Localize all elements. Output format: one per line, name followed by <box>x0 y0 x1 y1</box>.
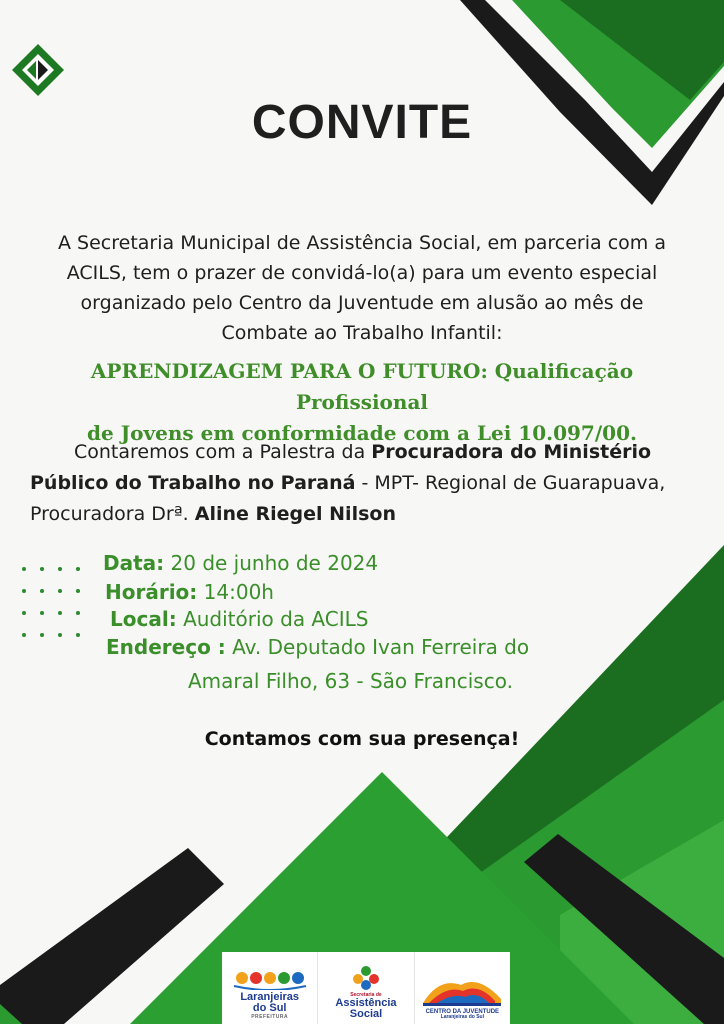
event-headline <box>22 356 702 449</box>
event-address <box>106 635 529 660</box>
headline-line: de Jovens em conformidade com a Lei 10.097/00. <box>87 421 637 445</box>
juventude-emblem-icon <box>419 973 505 1007</box>
event-time <box>105 580 274 605</box>
prefeitura-emblem-icon <box>230 968 310 990</box>
prefeitura-line3: PREFEITURA <box>251 1014 289 1020</box>
event-address-cont: Amaral Filho, 63 - São Francisco. <box>188 669 513 693</box>
time-value: 14:00h <box>203 580 274 604</box>
juventude-line1: CENTRO DA JUVENTUDE <box>425 1009 500 1015</box>
headline-line: APRENDIZAGEM PARA O FUTURO: Qualificação Profissional <box>90 359 634 414</box>
address-value-1: Av. Deputado Ivan Ferreira do <box>232 635 530 659</box>
diamond-logo-icon <box>12 44 64 96</box>
speaker-name: Aline Riegel Nilson <box>194 503 396 525</box>
lecture-paragraph <box>30 437 696 530</box>
juventude-line2: Laranjeiras do Sul <box>440 1014 484 1020</box>
page-title: CONVITE <box>251 96 473 149</box>
speaker-org-1: Procuradora do Ministério <box>371 441 652 463</box>
intro-line: A Secretaria Municipal de Assistência Social, em parceria com a <box>58 232 666 254</box>
juventude-logo <box>414 952 510 1024</box>
lecture-mid: - MPT- Regional de Guarapuava, <box>355 472 666 494</box>
intro-line: Combate ao Trabalho Infantil: <box>221 322 503 344</box>
sponsor-logos <box>222 952 510 1024</box>
assistencia-line0: Secretaria de <box>350 992 382 998</box>
place-value: Auditório da ACILS <box>183 607 369 631</box>
event-place <box>110 607 368 632</box>
place-label: Local: <box>110 607 177 631</box>
date-label: Data: <box>103 551 165 575</box>
assistencia-logo <box>317 952 413 1024</box>
prefeitura-line1: Laranjeiras <box>240 991 300 1003</box>
lecture-line-2 <box>30 468 696 499</box>
speaker-org-2: Público do Trabalho no Paraná <box>30 472 356 494</box>
intro-line: organizado pelo Centro da Juventude em alusão ao mês de <box>80 292 644 314</box>
lecture-line-1 <box>30 437 696 468</box>
assistencia-line2: Social <box>349 1008 383 1020</box>
assistencia-line1: Assistência <box>335 997 397 1009</box>
intro-paragraph <box>30 228 694 348</box>
speaker-prefix: Procuradora Drª. <box>30 503 195 525</box>
closing-message: Contamos com sua presença! <box>204 728 520 750</box>
lecture-intro: Contaremos com a Palestra da <box>74 441 372 463</box>
dot-pattern <box>22 558 92 646</box>
date-value: 20 de junho de 2024 <box>170 551 379 575</box>
intro-line: ACILS, tem o prazer de convidá-lo(a) para um evento especial <box>66 262 658 284</box>
event-date <box>103 551 378 576</box>
lecture-line-3 <box>30 499 696 530</box>
prefeitura-line2: do Sul <box>252 1002 287 1014</box>
time-label: Horário: <box>105 580 198 604</box>
prefeitura-logo <box>222 952 317 1024</box>
assistencia-emblem-icon <box>351 965 381 991</box>
address-label: Endereço : <box>106 635 226 659</box>
